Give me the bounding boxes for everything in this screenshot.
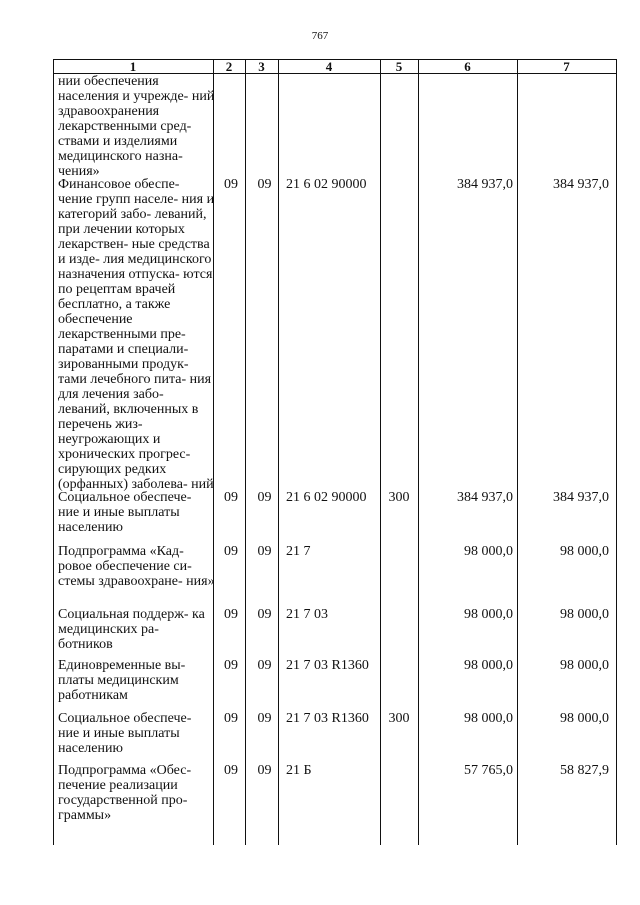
col-line-5 <box>418 59 419 845</box>
row-1-col4: 21 6 02 90000 <box>286 177 367 192</box>
row-4-name: Социальная поддерж- ка медицинских ра- ботников <box>58 607 205 652</box>
header-col-4: 4 <box>325 59 333 74</box>
row-6-col7: 98 000,0 <box>560 711 609 726</box>
row-2-col7: 384 937,0 <box>553 490 609 505</box>
row-5-col7: 98 000,0 <box>560 658 609 673</box>
col-line-2 <box>245 59 246 845</box>
row-4-col4: 21 7 03 <box>286 607 328 622</box>
row-2-col6: 384 937,0 <box>457 490 513 505</box>
row-5-col4: 21 7 03 R1360 <box>286 658 369 673</box>
page-number: 767 <box>311 30 329 42</box>
row-5-col6: 98 000,0 <box>464 658 513 673</box>
row-7-name: Подпрограмма «Обес- печение реализации государственной про- граммы» <box>58 763 192 823</box>
row-2-col5: 300 <box>388 490 410 505</box>
row-5-col2: 09 <box>224 658 238 673</box>
row-1-col3: 09 <box>257 177 272 192</box>
header-col-3: 3 <box>258 59 265 74</box>
row-6-col2: 09 <box>224 711 238 726</box>
row-5-col3: 09 <box>257 658 272 673</box>
col-line-7 <box>616 59 617 845</box>
row-2-col4: 21 6 02 90000 <box>286 490 367 505</box>
row-2-col3: 09 <box>257 490 272 505</box>
row-3-name: Подпрограмма «Кад- ровое обеспечение си- стемы здравоохране- ния» <box>58 544 215 589</box>
col-line-3 <box>278 59 279 845</box>
row-3-col2: 09 <box>224 544 238 559</box>
row-2-name: Социальное обеспече- ние и иные выплаты населению <box>58 490 192 535</box>
row-1-col7: 384 937,0 <box>553 177 609 192</box>
row-4-col6: 98 000,0 <box>464 607 513 622</box>
row-3-col4: 21 7 <box>286 544 311 559</box>
row-6-col6: 98 000,0 <box>464 711 513 726</box>
col-line-0 <box>53 59 54 845</box>
row-2-col2: 09 <box>224 490 238 505</box>
row-1-col6: 384 937,0 <box>457 177 513 192</box>
budget-table <box>53 59 617 845</box>
header-col-2: 2 <box>225 59 233 74</box>
row-1-name: Финансовое обеспе- чение групп населе- ния и категорий забо- леваний, при лечении которых лекарствен- ные средства и изде- лия медицинского назначения отпуска- ются по рецептам врачей бесплатно, а также обеспечение лекарственными пре- паратами и специали- зированными продук- тами лечебного пита- ния для лечения забо- леваний, включенных в перечень жиз- неугрожающих и хронических прогрес- сирующих редких (орфанных) заболева- ний <box>58 177 215 492</box>
row-7-col7: 58 827,9 <box>560 763 609 778</box>
row-3-col6: 98 000,0 <box>464 544 513 559</box>
row-3-col3: 09 <box>257 544 272 559</box>
row-6-col3: 09 <box>257 711 272 726</box>
row-6-col5: 300 <box>388 711 410 726</box>
col-line-6 <box>517 59 518 845</box>
row-7-col6: 57 765,0 <box>464 763 513 778</box>
row-6-name: Социальное обеспече- ние и иные выплаты населению <box>58 711 192 756</box>
header-col-6: 6 <box>464 59 471 74</box>
header-col-7: 7 <box>563 59 570 74</box>
row-6-col4: 21 7 03 R1360 <box>286 711 369 726</box>
row-7-col3: 09 <box>257 763 272 778</box>
row-7-col4: 21 Б <box>286 763 312 778</box>
header-col-1: 1 <box>129 59 137 74</box>
row-5-name: Единовременные вы- платы медицинским работникам <box>58 658 186 703</box>
row-4-col2: 09 <box>224 607 238 622</box>
row-0-name: нии обеспечения населения и учрежде- ний здравоохранения лекарственными сред- ствами и изделиями медицинского назна- чения» <box>58 74 215 179</box>
row-4-col3: 09 <box>257 607 272 622</box>
row-4-col7: 98 000,0 <box>560 607 609 622</box>
row-3-col7: 98 000,0 <box>560 544 609 559</box>
header-col-5: 5 <box>395 59 403 74</box>
row-1-col2: 09 <box>224 177 238 192</box>
row-7-col2: 09 <box>224 763 238 778</box>
